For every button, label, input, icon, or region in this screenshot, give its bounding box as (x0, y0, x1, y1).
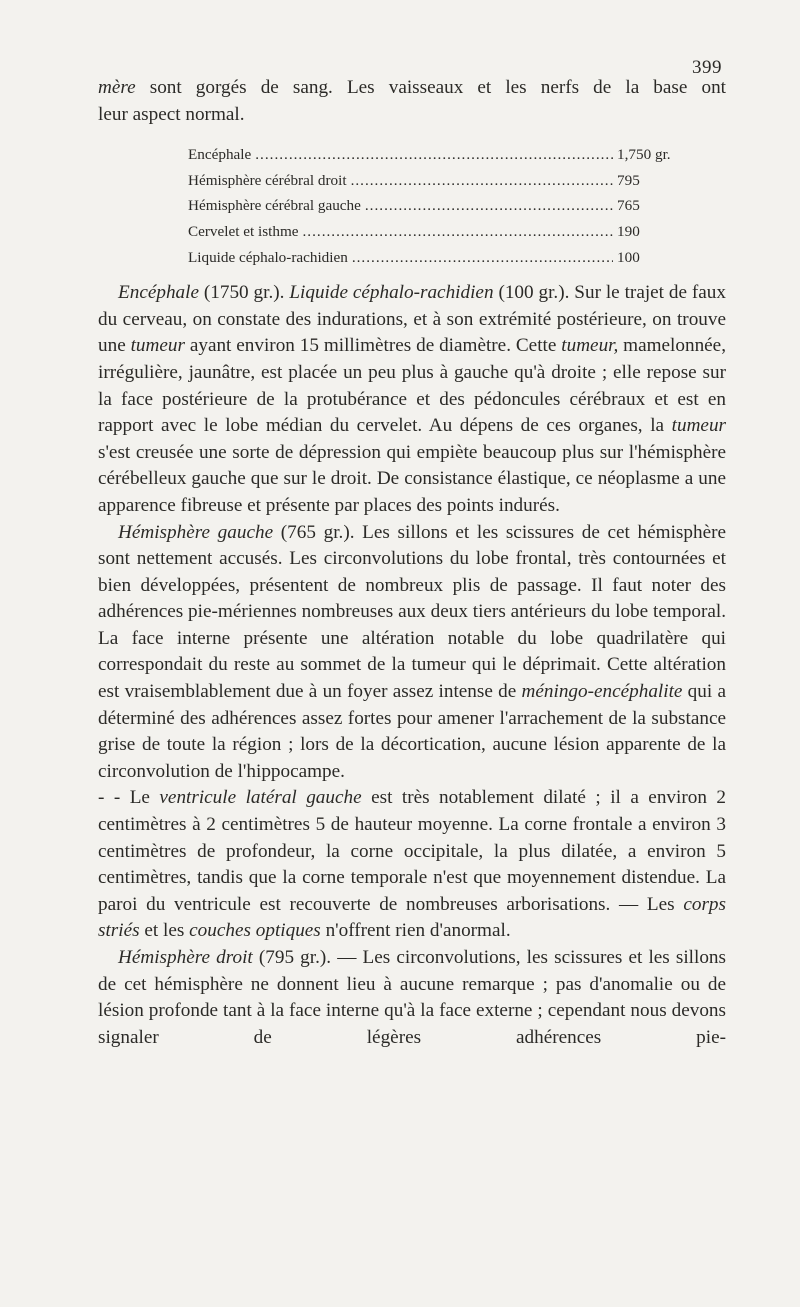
weight-label: Liquide céphalo-rachidien (188, 248, 348, 266)
text-run: mamelonnée, irrégulière, jaunâtre, est placée un peu plus à gauche qu'à droite ; elle repose sur la face postérieure de la protubérance et des pédoncules cérébraux et est en rapport avec le lobe médian du cervelet. Au dépens de ces organes, la (98, 335, 727, 437)
weight-row-hemisphere-droit (188, 168, 675, 194)
weights-table (188, 142, 675, 270)
dot-leader (352, 245, 613, 271)
text-run: (1750 gr.). (198, 282, 290, 304)
weight-value: 190 (617, 222, 640, 240)
text-run: (100 gr.). Sur le trajet de faux du cerveau, on constate des indurations, et à son extrémité postérieure, on trouve une (98, 282, 726, 357)
weight-label: Hémisphère cérébral droit (188, 171, 347, 189)
italic-term: Liquide céphalo-rachidien (289, 282, 494, 304)
paragraph-ventricule (98, 785, 726, 945)
weight-label: Hémisphère cérébral gauche (188, 197, 361, 215)
intro-italic: mère (98, 77, 136, 98)
weight-row-hemisphere-gauche (188, 193, 675, 219)
text-run: n'offrent rien d'anormal. (320, 920, 511, 942)
weight-value: 795 (617, 171, 640, 189)
weight-row-cervelet (188, 219, 675, 245)
text-run: (795 gr.). — Les circonvolutions, les scissures et les sillons de cet hémisphère ne donnent lieu à aucune remarque ; pas d'anomalie ou de lésion profonde tant à la face interne qu'à la face externe ; cependant nous devons signaler de légères adhérences pie- (98, 947, 726, 1048)
text-run: (765 gr.). Les sillons et les scissures de cet hémisphère sont nettement accusés. Les circonvolutions du lobe frontal, très contournées et bien développées, présentent de nombreux plis de passage. Il faut noter des adhérences pie-mériennes nombreuses aux deux tiers antérieurs du lobe temporal. La face interne présente une altération notable du lobe quadrilatère qui correspondait du reste au sommet de la tumeur qui le déprimait. Cette altération est vraisemblablement due à un foyer assez intense de (98, 521, 726, 703)
intro-line-2: leur aspect normal. (98, 103, 245, 125)
paragraph-encephale (98, 280, 726, 519)
weight-row-encephale (188, 142, 675, 168)
text-run: s'est creusée une sorte de dépression qui empiète beaucoup plus sur l'hémisphère cérébelleux gauche que sur le droit. De consistance élastique, ce néoplasme a une apparence fibreuse et présente par places des points indurés. (98, 441, 726, 516)
text-run: ayant environ 15 millimètres de diamètre. Cette (184, 335, 562, 357)
text-run: est très notablement dilaté ; il a environ 2 centimètres à 2 centimètres 5 de hauteur moyenne. La corne frontale a environ 3 centimètres de profondeur, la corne occipitale, la plus dilatée, a environ 5 centimètres, tandis que la corne temporale n'est que moyennement distendue. La paroi du ventricule est recouverte de nombreuses arborisations. — Les (98, 787, 726, 915)
page-number: 399 (692, 57, 722, 78)
weight-value: 1,750 gr. (617, 146, 671, 164)
text-run: et les (139, 920, 190, 942)
weight-row-liquide (188, 245, 675, 271)
intro-line-1 (98, 75, 726, 102)
weight-label: Cervelet et isthme (188, 222, 299, 240)
italic-term: Hémisphère gauche (118, 521, 274, 543)
paragraph-hemisphere-gauche (98, 520, 726, 786)
dot-leader (351, 168, 613, 194)
italic-term: tumeur (671, 415, 726, 437)
italic-term: tumeur (130, 335, 185, 357)
dot-leader (303, 219, 614, 245)
dot-leader (255, 142, 613, 168)
weight-value: 100 (617, 248, 640, 266)
paragraph-hemisphere-droit (98, 945, 726, 1051)
italic-term: corps striés (98, 893, 726, 942)
italic-term: méningo-encéphalite (521, 681, 683, 703)
italic-term: couches optiques (189, 920, 321, 942)
italic-term: tumeur, (561, 335, 619, 357)
intro-line-1-text: sont gorgés de sang. Les vaisseaux et les nerfs de la base ont (135, 77, 726, 98)
text-run: qui a déterminé des adhérences assez fortes pour amener l'arrachement de la substance grise de toute la région ; lors de la décortication, aucune lésion apparente de la circonvolution de l'hippocampe. (98, 681, 726, 782)
italic-term: Hémisphère droit (118, 947, 253, 968)
italic-term: Encéphale (118, 282, 199, 304)
italic-term: ventricule latéral gauche (159, 787, 362, 809)
body-text (98, 75, 726, 1051)
weight-label: Encéphale (188, 146, 252, 164)
dot-leader (365, 193, 613, 219)
weight-value: 765 (617, 197, 640, 215)
text-run: - - Le (98, 787, 160, 809)
